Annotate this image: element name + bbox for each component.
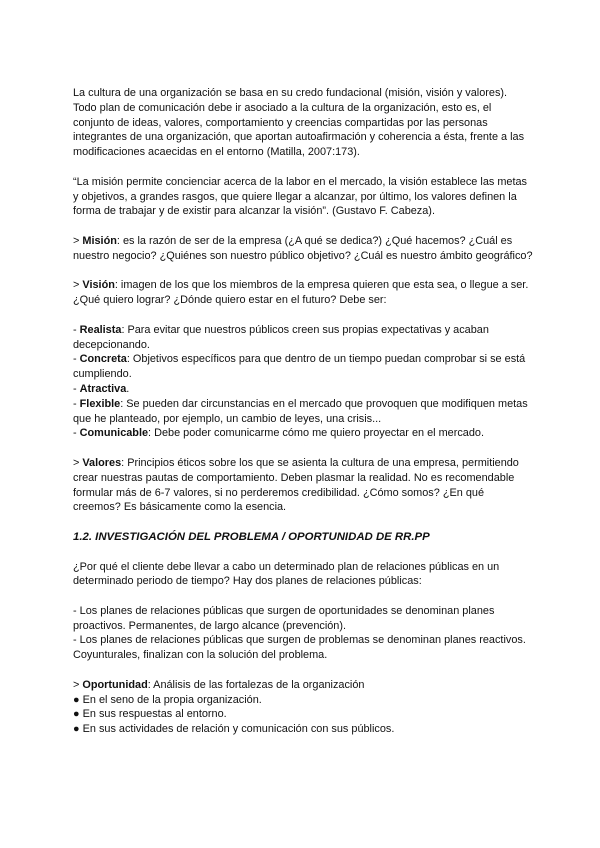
vision-prefix: > <box>73 279 83 292</box>
mision-paragraph <box>73 234 533 264</box>
valores-prefix: > <box>73 456 83 469</box>
plan-proactive: - Los planes de relaciones públicas que surgen de oportunidades se denominan planes proactivos. Permanentes, de largo alcance (prevención). <box>73 604 495 632</box>
item-prefix: - <box>73 427 80 440</box>
oportunidad-text: : Análisis de las fortalezas de la organización <box>147 678 365 691</box>
oportunidad-paragraph <box>73 678 533 693</box>
list-item-flexible <box>73 397 533 427</box>
question-paragraph: ¿Por qué el cliente debe llevar a cabo un determinado plan de relaciones públicas en un determinado periodo de tiempo? Hay dos planes de relaciones públicas: <box>73 560 500 588</box>
oportunidad-term: Oportunidad <box>82 678 148 691</box>
bullet-item: ● En sus actividades de relación y comunicación con sus públicos. <box>73 723 395 736</box>
mision-text: : es la razón de ser de la empresa (¿A qué se dedica?) ¿Qué hacemos? ¿Cuál es nuestro negocio? ¿Quiénes son nuestro público objetivo? ¿Cuál es nuestro ámbito geográfico? <box>73 234 533 262</box>
item-prefix: - <box>73 323 80 336</box>
bullet-item: ● En sus respuestas al entorno. <box>73 708 227 721</box>
vision-paragraph <box>73 278 533 308</box>
item-prefix: - <box>73 382 80 395</box>
quote-paragraph: “La misión permite concienciar acerca de la labor en el mercado, la visión establece las metas y objetivos, a grandes rasgos, que quiere llegar a alcanzar, por último, los valores definen la forma de trabajar y de existir para alcanzar la visión”. (Gustavo F. Cabeza). <box>73 175 527 218</box>
vision-term: Visión <box>82 279 115 292</box>
item-text: : Para evitar que nuestros públicos creen sus propias expectativas y acaban decepcionando. <box>73 323 489 351</box>
oportunidad-prefix: > <box>73 678 83 691</box>
item-prefix: - <box>73 397 80 410</box>
item-prefix: - <box>73 353 80 366</box>
bullet-item: ● En el seno de la propia organización. <box>73 693 262 706</box>
item-term: Atractiva <box>79 382 127 395</box>
item-term: Comunicable <box>79 427 149 440</box>
item-term: Realista <box>79 323 122 336</box>
item-term: Flexible <box>79 397 121 410</box>
intro-paragraph: La cultura de una organización se basa en su credo fundacional (misión, visión y valores). Todo plan de comunicación debe ir asociado a la cultura de la organización, esto es, el conjunto de ideas, valores, comportamiento y creencias compartidas por las personas integrantes de una organización, que aportan autoafirmación y coherencia a ésta, frente a las modificaciones acaecidas en el entorno (Matilla, 2007:173). <box>73 87 525 159</box>
mision-term: Misión <box>82 234 117 247</box>
item-text: : Se pueden dar circunstancias en el mercado que provoquen que modifiquen metas que he planteado, por ejemplo, un cambio de leyes, una crisis... <box>73 397 528 425</box>
item-text: . <box>126 382 130 395</box>
list-item-concreta <box>73 352 533 382</box>
vision-text: : imagen de los que los miembros de la empresa quieren que esta sea, o llegue a ser. ¿Qué quiero lograr? ¿Dónde quiero estar en el futuro? Debe ser: <box>73 279 529 307</box>
plan-reactive: - Los planes de relaciones públicas que surgen de problemas se denominan planes reactivos. Coyunturales, finalizan con la solución del problema. <box>73 634 526 662</box>
document-page <box>73 86 533 737</box>
list-item-comunicable <box>73 426 533 441</box>
mision-prefix: > <box>73 234 83 247</box>
valores-paragraph <box>73 456 533 515</box>
item-text: : Objetivos específicos para que dentro de un tiempo puedan comprobar si se está cumpliendo. <box>73 353 526 381</box>
item-text: : Debe poder comunicarme cómo me quiero proyectar en el mercado. <box>148 427 485 440</box>
list-item-atractiva <box>73 382 533 397</box>
valores-term: Valores <box>82 456 122 469</box>
section-heading: 1.2. INVESTIGACIÓN DEL PROBLEMA / OPORTUNIDAD DE RR.PP <box>73 530 430 543</box>
valores-text: : Principios éticos sobre los que se asienta la cultura de una empresa, permitiendo crear nuestras pautas de comportamiento. Deben plasmar la realidad. No es recomendable formular más de 6-7 valores, si no perderemos credibilidad. ¿Cómo somos? ¿En qué creemos? Es básicamente como la esencia. <box>73 456 519 514</box>
list-item-realista <box>73 323 533 353</box>
item-term: Concreta <box>79 353 127 366</box>
